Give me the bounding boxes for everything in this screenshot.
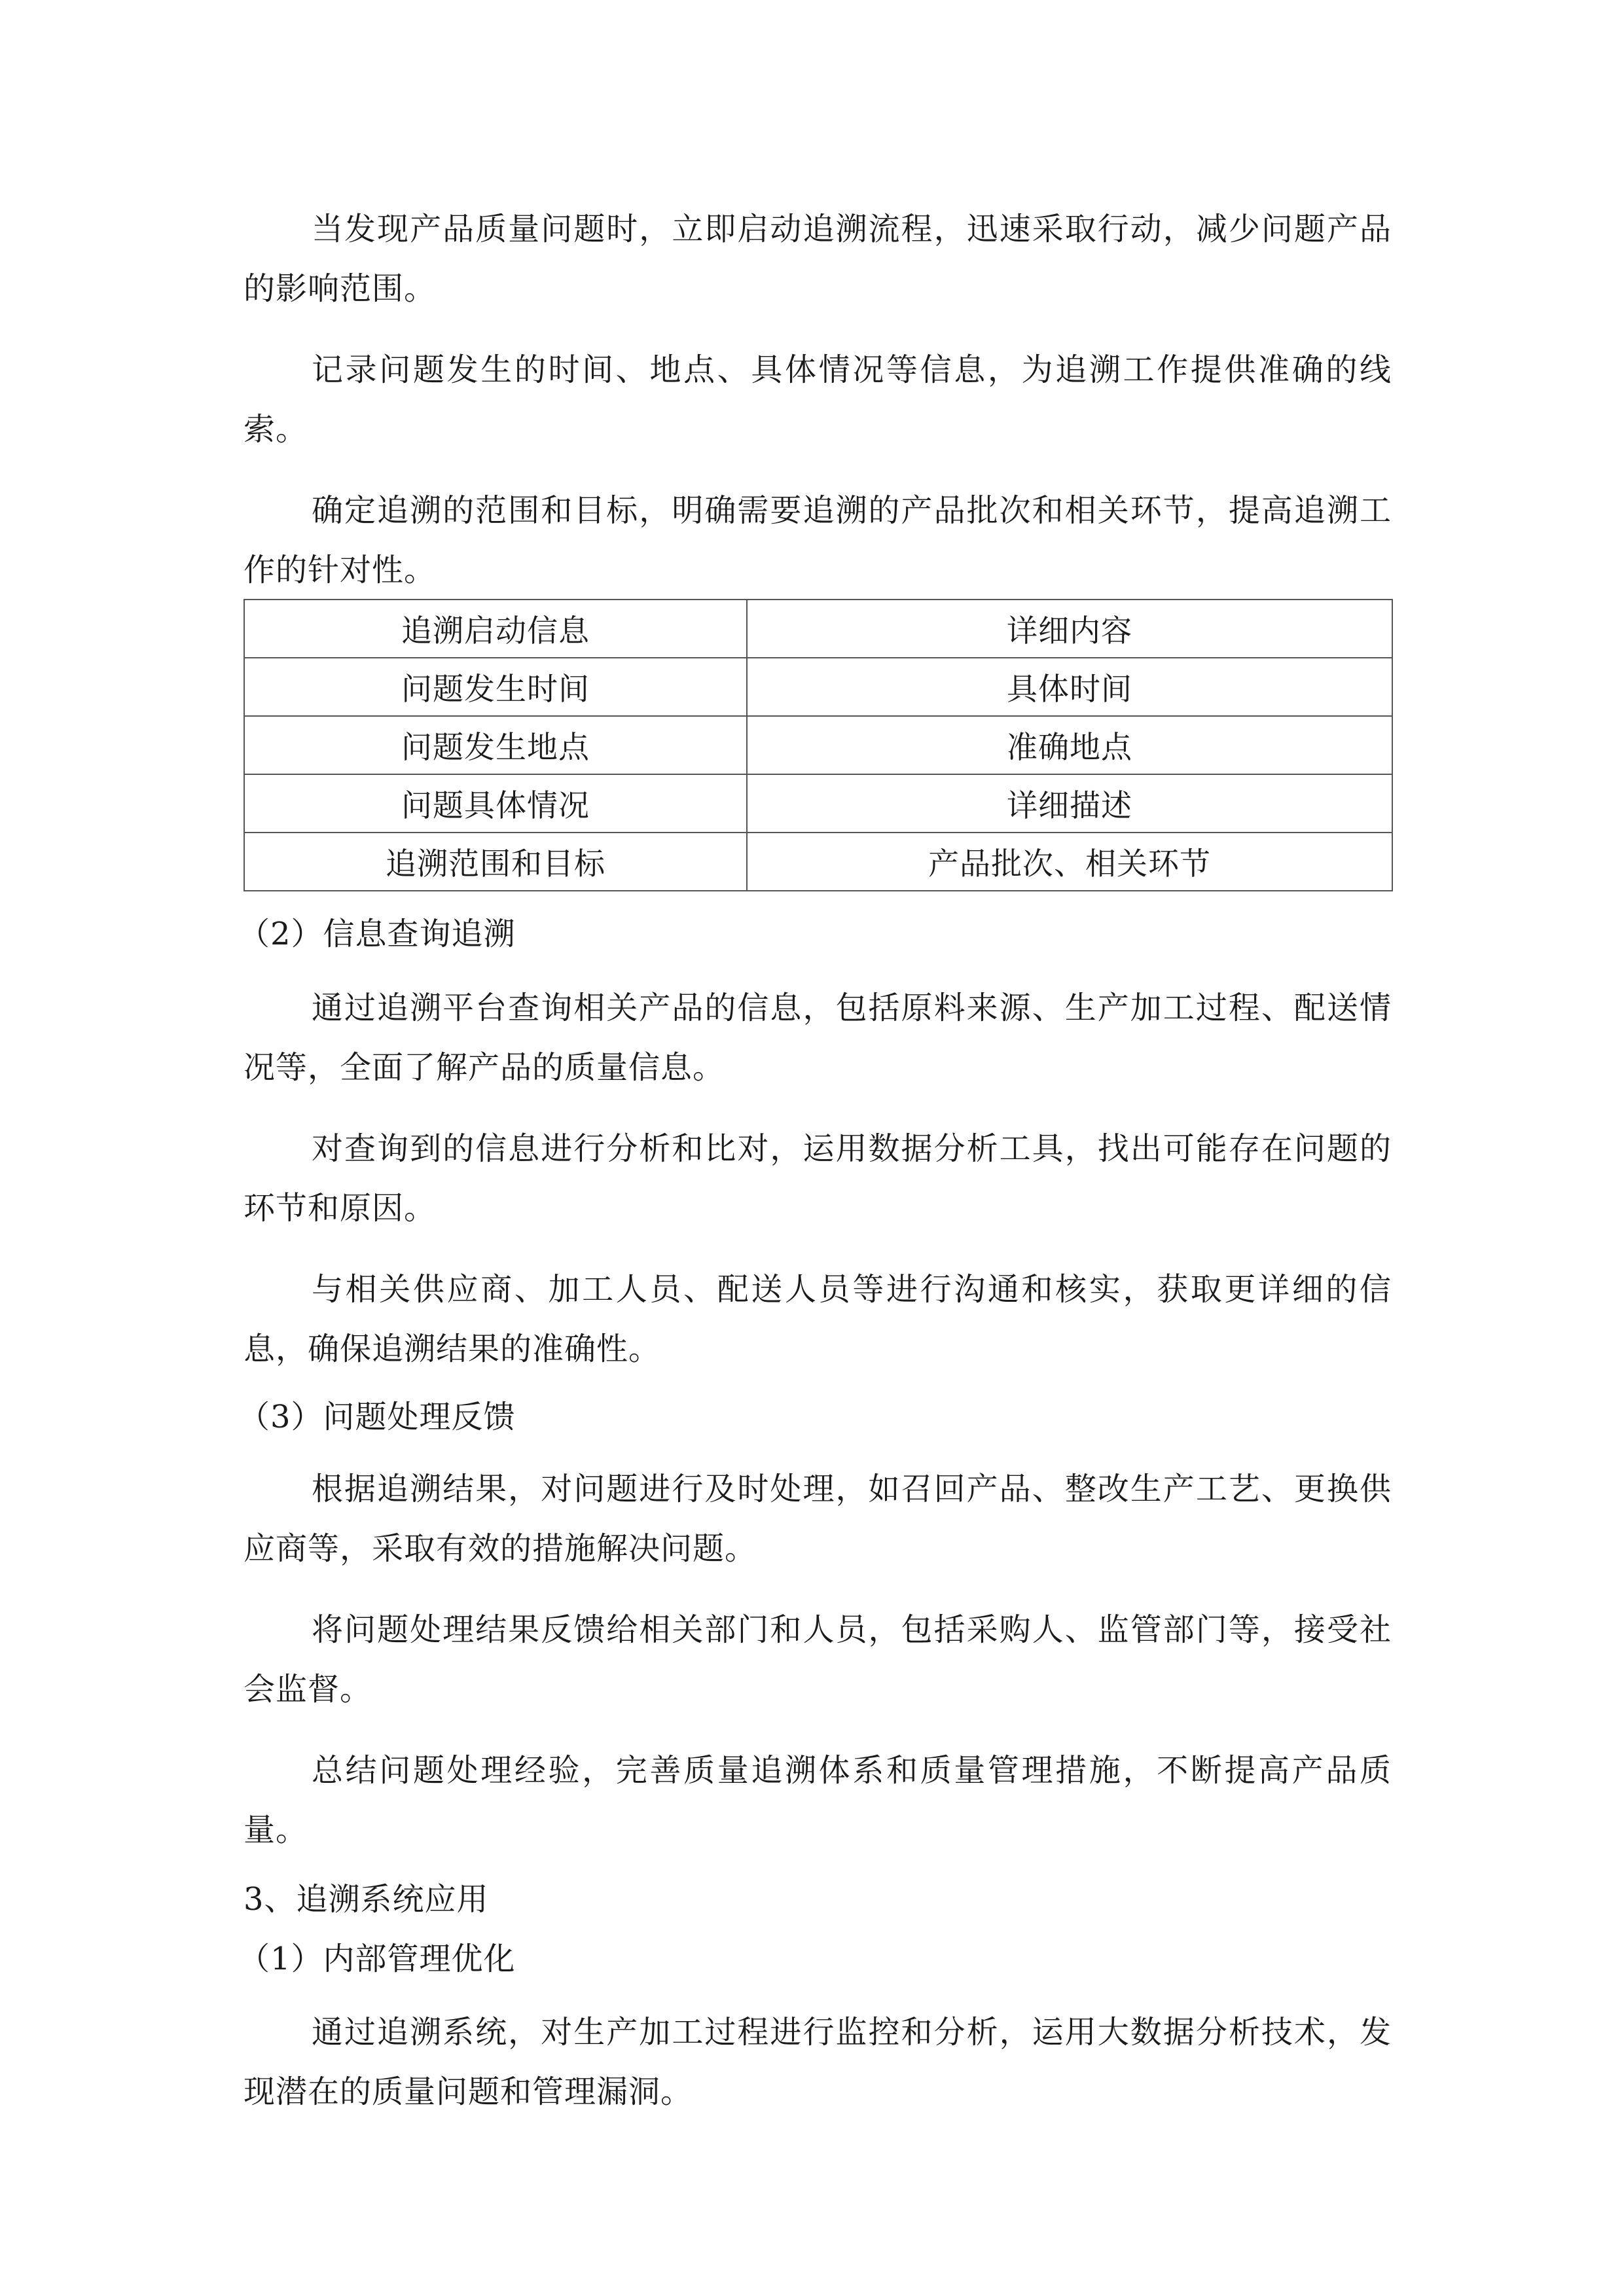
paragraph-start-trace: 当发现产品质量问题时，立即启动追溯流程，迅速采取行动，减少问题产品的影响范围。: [244, 211, 1392, 307]
table-row: [244, 716, 1392, 774]
table-cell: 问题具体情况: [244, 774, 747, 833]
section-heading-problem-handling: （3）问题处理反馈: [238, 1399, 516, 1435]
table-cell: 追溯启动信息: [244, 600, 747, 658]
paragraph-summarize-experience: 总结问题处理经验，完善质量追溯体系和质量管理措施，不断提高产品质量。: [244, 1752, 1392, 1848]
table-row: [244, 774, 1392, 833]
paragraph-define-scope: 确定追溯的范围和目标，明确需要追溯的产品批次和相关环节，提高追溯工作的针对性。: [244, 492, 1392, 588]
table-cell: 详细内容: [747, 600, 1392, 658]
table-cell: 详细描述: [747, 774, 1392, 833]
table-row: [244, 600, 1392, 658]
paragraph-monitor-production: 通过追溯系统，对生产加工过程进行监控和分析，运用大数据分析技术，发现潜在的质量问题和管理漏洞。: [244, 2014, 1392, 2110]
table-cell: 问题发生地点: [244, 716, 747, 774]
chapter-heading-trace-system: 3、追溯系统应用: [244, 1881, 489, 1918]
trace-start-info-table: [244, 599, 1393, 891]
paragraph-query-platform: 通过追溯平台查询相关产品的信息，包括原料来源、生产加工过程、配送情况等，全面了解产品的质量信息。: [244, 990, 1392, 1086]
paragraph-analyze-compare: 对查询到的信息进行分析和比对，运用数据分析工具，找出可能存在问题的环节和原因。: [244, 1130, 1392, 1227]
section-heading-internal-management: （1）内部管理优化: [238, 1941, 516, 1977]
table-cell: 问题发生时间: [244, 658, 747, 716]
document-page: [238, 0, 1392, 2296]
paragraph-feedback-results: 将问题处理结果反馈给相关部门和人员，包括采购人、监管部门等，接受社会监督。: [244, 1611, 1392, 1708]
paragraph-handle-problems: 根据追溯结果，对问题进行及时处理，如召回产品、整改生产工艺、更换供应商等，采取有效的措施解决问题。: [244, 1471, 1392, 1567]
table-cell: 追溯范围和目标: [244, 833, 747, 891]
table-cell: 具体时间: [747, 658, 1392, 716]
table-cell: 准确地点: [747, 716, 1392, 774]
paragraph-record-info: 记录问题发生的时间、地点、具体情况等信息，为追溯工作提供准确的线索。: [244, 351, 1392, 448]
table-row: [244, 833, 1392, 891]
section-heading-info-query: （2）信息查询追溯: [238, 916, 516, 952]
table-cell: 产品批次、相关环节: [747, 833, 1392, 891]
paragraph-verify-suppliers: 与相关供应商、加工人员、配送人员等进行沟通和核实，获取更详细的信息，确保追溯结果的准确性。: [244, 1271, 1392, 1367]
table-row: [244, 658, 1392, 716]
